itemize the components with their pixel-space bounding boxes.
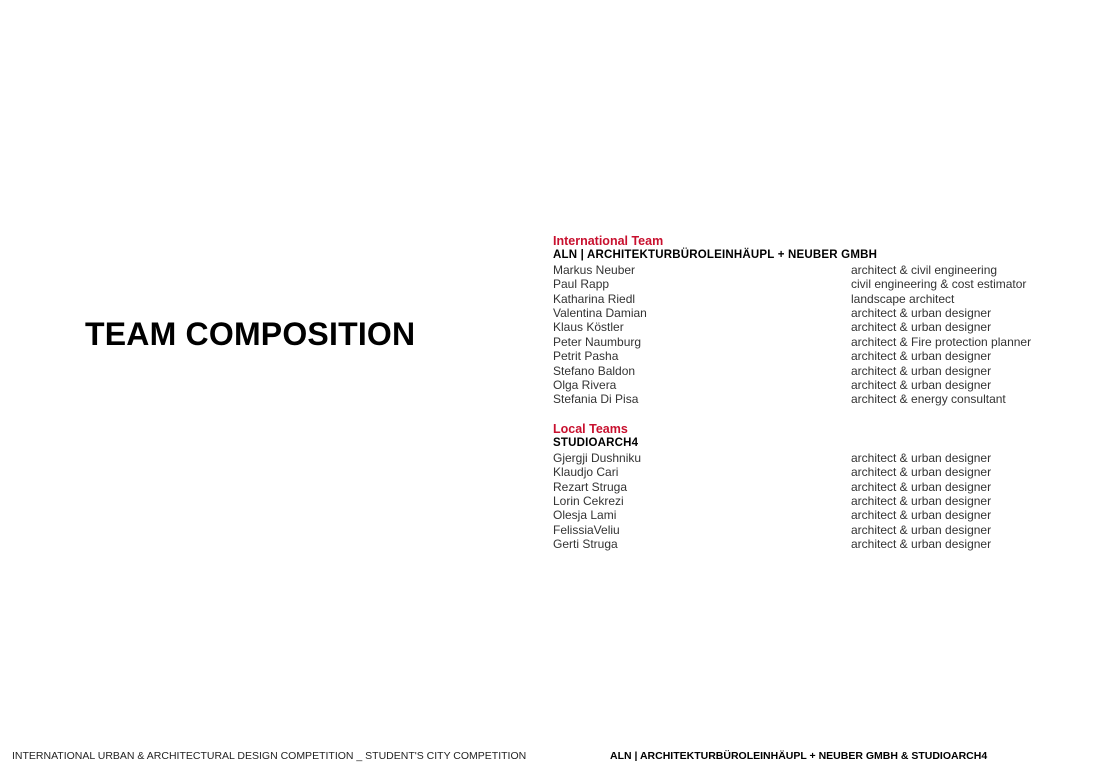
member-name: Peter Naumburg <box>553 334 642 349</box>
member-name: Markus Neuber <box>553 262 636 277</box>
member-row <box>553 335 1053 349</box>
member-row <box>553 537 1053 551</box>
member-name: Gerti Struga <box>553 537 618 552</box>
member-row <box>553 508 1053 522</box>
member-role: architect & civil engineering <box>851 262 998 277</box>
member-role: architect & urban designer <box>851 450 992 465</box>
member-role: architect & urban designer <box>851 493 992 508</box>
member-row <box>553 480 1053 494</box>
member-role: architect & urban designer <box>851 363 992 378</box>
member-role: architect & urban designer <box>851 465 992 480</box>
member-name: Stefania Di Pisa <box>553 392 639 407</box>
member-row <box>553 465 1053 479</box>
international-team-heading: International Team <box>553 234 664 248</box>
member-name: FelissiaVeliu <box>553 522 620 537</box>
member-name: Klaus Köstler <box>553 320 624 335</box>
member-row <box>553 320 1053 334</box>
member-role: architect & urban designer <box>851 537 992 552</box>
member-name: Rezart Struga <box>553 479 628 494</box>
page-title: TEAM COMPOSITION <box>85 316 416 352</box>
member-row <box>553 364 1053 378</box>
member-row <box>553 263 1053 277</box>
local-member-list <box>553 451 1053 552</box>
member-role: civil engineering & cost estimator <box>851 277 1027 292</box>
member-role: architect & urban designer <box>851 522 992 537</box>
member-role: architect & urban designer <box>851 377 992 392</box>
local-team-heading: Local Teams <box>553 422 628 436</box>
member-role: architect & urban designer <box>851 508 992 523</box>
member-row <box>553 392 1053 406</box>
member-name: Stefano Baldon <box>553 363 636 378</box>
international-member-list <box>553 263 1053 407</box>
member-role: architect & energy consultant <box>851 392 1006 407</box>
member-role: landscape architect <box>851 291 955 306</box>
member-row <box>553 306 1053 320</box>
member-name: Gjergji Dushniku <box>553 450 642 465</box>
member-row <box>553 494 1053 508</box>
member-row <box>553 292 1053 306</box>
member-name: Katharina Riedl <box>553 291 636 306</box>
member-role: architect & urban designer <box>851 479 992 494</box>
member-name: Valentina Damian <box>553 305 647 320</box>
member-row <box>553 523 1053 537</box>
footer-competition-title: INTERNATIONAL URBAN & ARCHITECTURAL DESIGN COMPETITION _ STUDENT'S CITY COMPETITION <box>12 750 527 762</box>
local-company-name: STUDIOARCH4 <box>553 437 639 450</box>
member-name: Petrit Pasha <box>553 349 619 364</box>
member-name: Lorin Cekrezi <box>553 493 624 508</box>
international-team-section <box>553 234 1053 407</box>
member-row <box>553 349 1053 363</box>
member-row <box>553 451 1053 465</box>
member-name: Paul Rapp <box>553 277 610 292</box>
member-name: Olga Rivera <box>553 377 617 392</box>
international-company-name: ALN | ARCHITEKTURBÜROLEINHÄUPL + NEUBER GMBH <box>553 249 878 262</box>
local-team-section <box>553 422 1053 552</box>
member-row <box>553 378 1053 392</box>
member-row <box>553 277 1053 291</box>
member-role: architect & Fire protection planner <box>851 334 1032 349</box>
member-role: architect & urban designer <box>851 320 992 335</box>
member-role: architect & urban designer <box>851 305 992 320</box>
member-role: architect & urban designer <box>851 349 992 364</box>
member-name: Olesja Lami <box>553 508 617 523</box>
member-name: Klaudjo Cari <box>553 465 619 480</box>
footer-team-credit: ALN | ARCHITEKTURBÜROLEINHÄUPL + NEUBER GMBH & STUDIOARCH4 <box>610 750 988 762</box>
